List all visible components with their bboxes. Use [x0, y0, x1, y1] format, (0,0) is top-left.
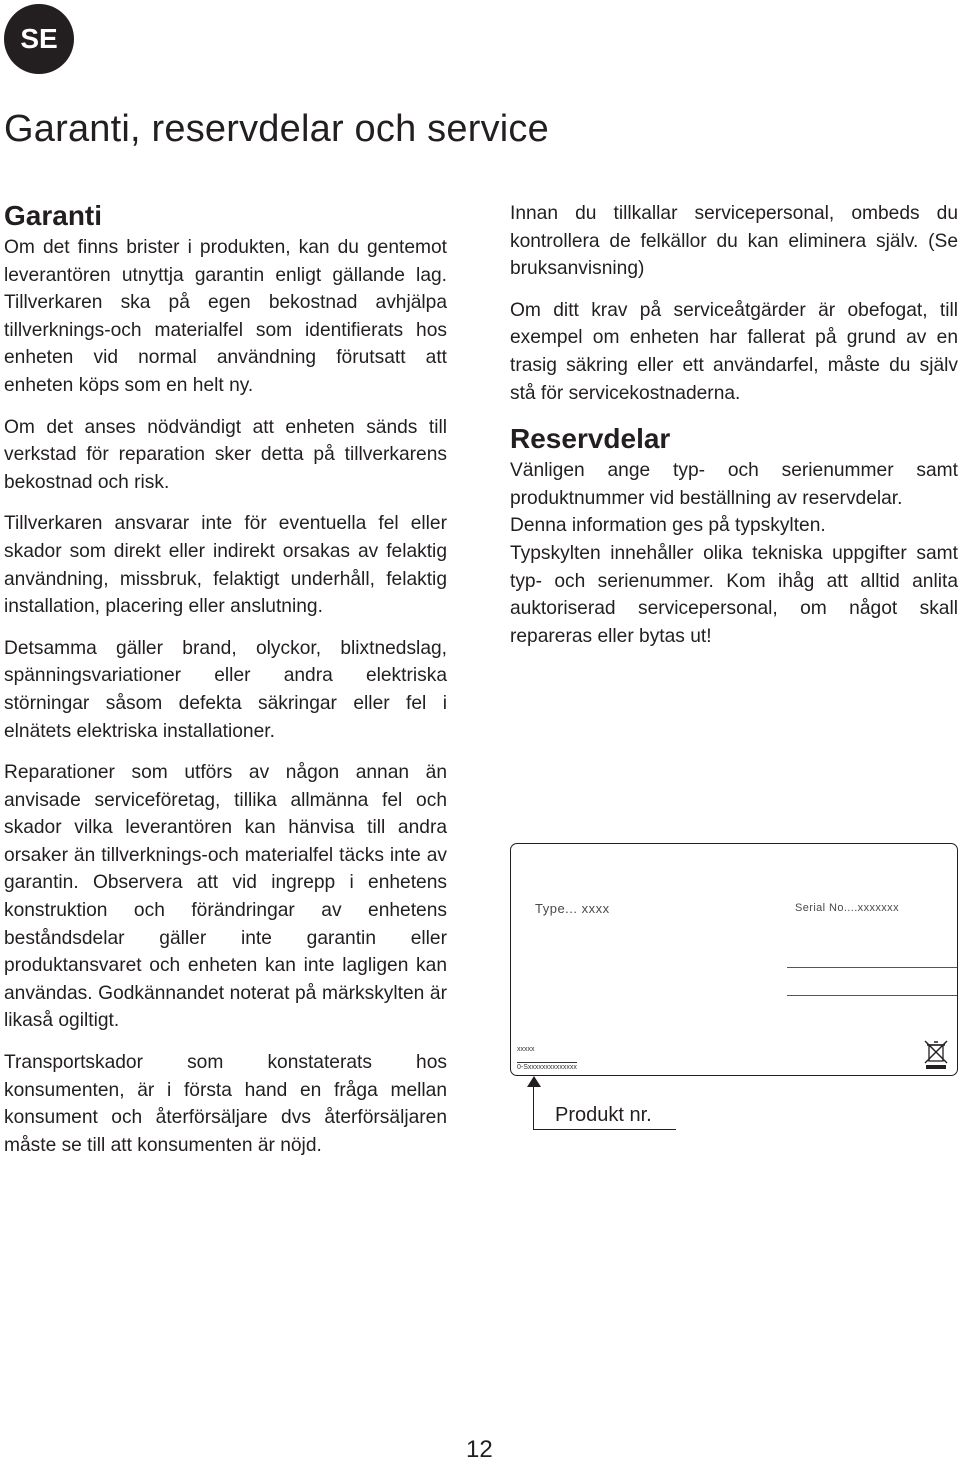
spare-parts-heading: Reservdelar: [510, 423, 671, 455]
rating-plate-code: xxxxx: [517, 1046, 535, 1053]
rating-plate-line: [787, 995, 957, 996]
warranty-column: [4, 198, 447, 1173]
pointer-arrow: [527, 1076, 541, 1087]
rating-plate-product-code: 0-Sxxxxxxxxxxxxxx: [517, 1064, 577, 1071]
spare-parts-paragraph: Typskylten innehåller olika tekniska uppgifter samt typ- och serienummer. Kom ihåg att alltid anlita auktoriserad servicepersonal, om något skall repareras eller bytas ut!: [510, 542, 958, 647]
warranty-heading: Garanti: [4, 200, 103, 231]
spare-parts-paragraph: Vänligen ange typ- och serienummer samt produktnummer vid beställning av reservdelar.: [510, 460, 958, 509]
language-badge: SE: [4, 4, 74, 74]
rating-plate-type: Type... xxxx: [535, 901, 610, 916]
pointer-line: [533, 1078, 534, 1130]
spare-parts-paragraph: Denna information ges på typskylten.: [510, 515, 826, 537]
warranty-paragraph: Om det anses nödvändigt att enheten sänds till verkstad för reparation sker detta på tillverkarens bekostnad och risk.: [4, 416, 447, 493]
service-column: [510, 200, 958, 650]
page-title: Garanti, reservdelar och service: [4, 108, 549, 150]
warranty-paragraph: Tillverkaren ansvarar inte för eventuella fel eller skador som direkt eller indirekt orsakas av felaktig användning, missbruk, felaktigt underhåll, felaktig installation, placering eller anslutning.: [4, 513, 447, 618]
rating-plate-line: [787, 967, 957, 968]
page-number: 12: [466, 1436, 493, 1463]
pointer-underline: [533, 1129, 676, 1130]
rating-plate-serial: Serial No....xxxxxxx: [795, 902, 899, 914]
warranty-paragraph: Om det finns brister i produkten, kan du gentemot leverantören utnyttja garantin enligt gällande lag. Tillverkaren ska på egen bekostnad avhjälpa tillverknings-och materialfel som identifierats hos enheten vid normal användning förutsatt att enheten köps som en helt ny.: [4, 237, 447, 396]
warranty-paragraph: Detsamma gäller brand, olyckor, blixtnedslag, spänningsvariationer eller andra elektriska störningar såsom defekta säkringar eller fel i elnätets elektriska installationer.: [4, 637, 447, 742]
service-paragraph: Om ditt krav på serviceåtgärder är obefogat, till exempel om enheten har fallerat på grund av en trasig säkring eller ett användarfel, måste du själv stå för servicekostnaderna.: [510, 299, 958, 404]
service-paragraph: Innan du tillkallar servicepersonal, ombeds du kontrollera de felkällor du kan eliminera själv. (Se bruksanvisning): [510, 203, 958, 280]
weee-crossed-bin-icon: [923, 1040, 949, 1070]
product-number-label: Produkt nr.: [555, 1104, 652, 1126]
warranty-paragraph: Transportskador som konstaterats hos konsumenten, är i första hand en fråga mellan konsument och återförsäljare dvs återförsäljaren måste se till att konsumenten är nöjd.: [4, 1052, 447, 1156]
warranty-paragraph: Reparationer som utförs av någon annan än anvisade serviceföretag, tillika allmänna fel och skador vilka leverantören kan hänvisa till andra orsaker än tillverknings-och materialfel täcks inte av garantin. Observera att vid ingrepp i enhetens konstruktion och förändringar av enhetens beståndsdelar gäller inte garantin eller produktansvaret och enheten kan inte lagligen kan användas. Godkännandet noterat på märkskylten är likaså ogiltigt.: [4, 762, 447, 1032]
rating-plate-illustration: [510, 843, 958, 1076]
